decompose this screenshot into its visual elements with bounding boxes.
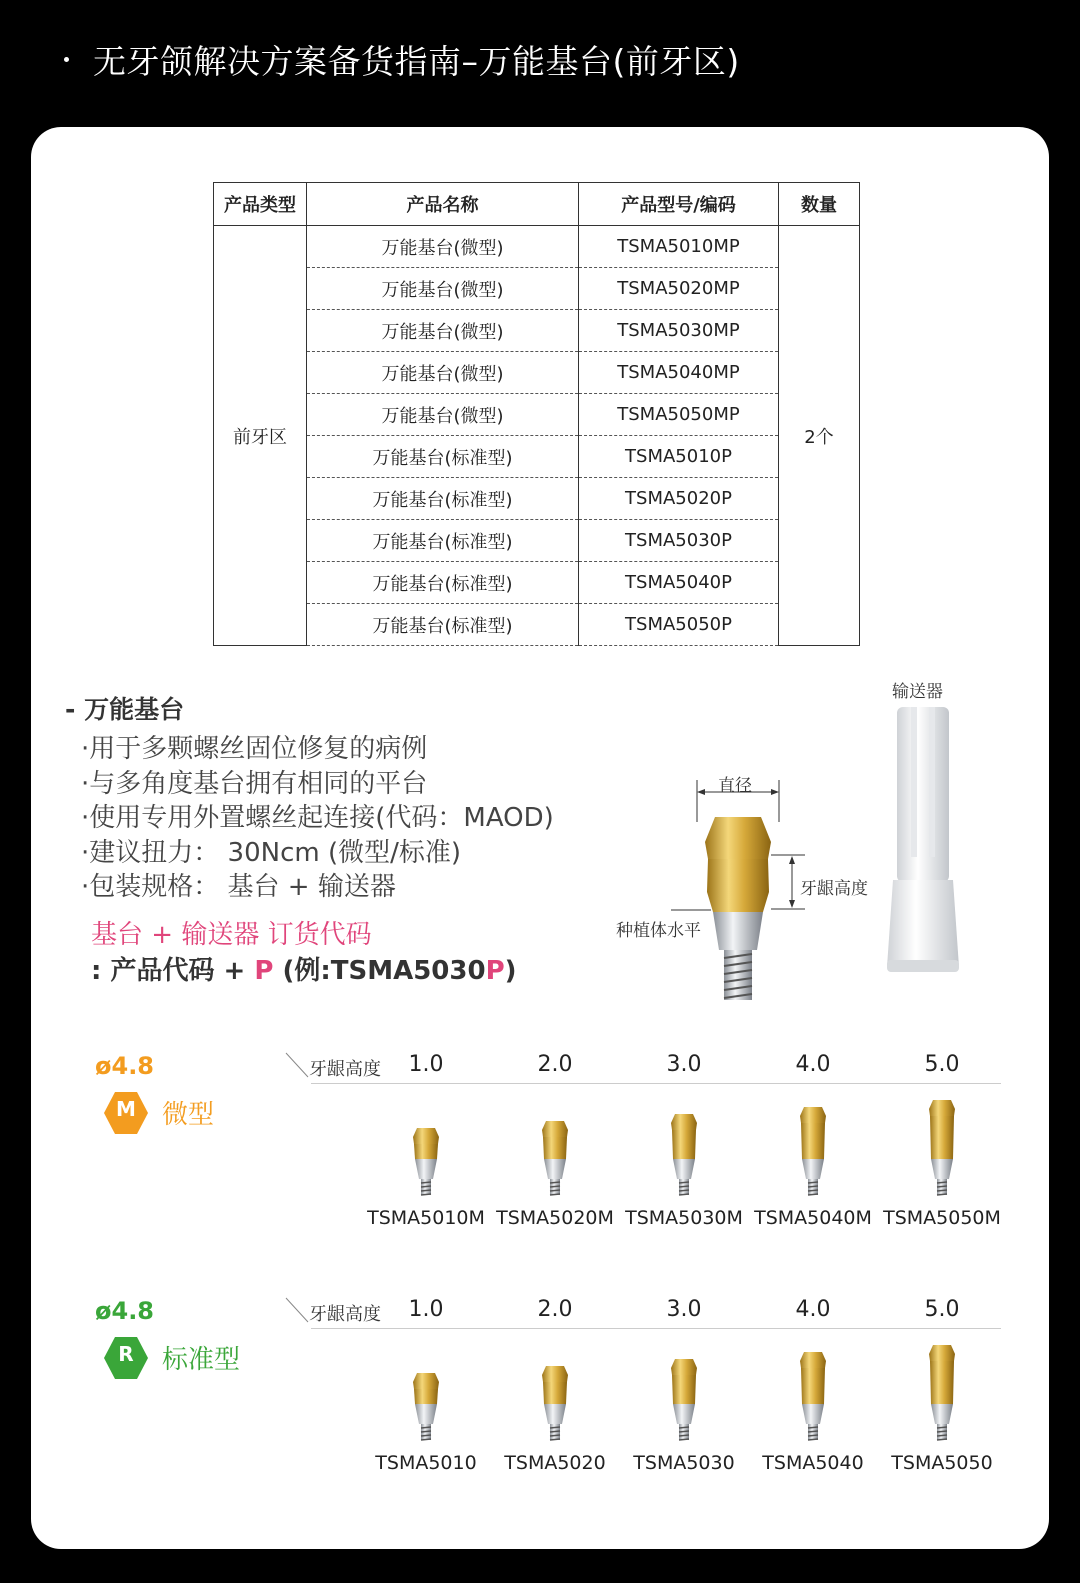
feature-item: ·建议扭力： 30Ncm (微型/标准) bbox=[81, 837, 461, 868]
variant-standard bbox=[31, 1297, 1049, 1527]
divider-line bbox=[311, 1083, 1001, 1084]
height-value: 1.0 bbox=[408, 1052, 444, 1077]
height-value: 3.0 bbox=[666, 1297, 702, 1322]
product-name-cell: 万能基台(标准型) bbox=[307, 604, 579, 646]
abutment-image bbox=[659, 1332, 709, 1442]
product-name-cell: 万能基台(微型) bbox=[307, 394, 579, 436]
table-row bbox=[214, 478, 860, 520]
table-row bbox=[214, 394, 860, 436]
product-code: TSMA5040M bbox=[754, 1207, 872, 1229]
diameter-label: ø4.8 bbox=[95, 1297, 155, 1325]
product-table bbox=[213, 182, 860, 646]
feature-item: ·用于多颗螺丝固位修复的病例 bbox=[81, 734, 428, 764]
height-value: 4.0 bbox=[795, 1052, 831, 1077]
product-name-cell: 万能基台(标准型) bbox=[307, 436, 579, 478]
diameter-label: 直径 bbox=[718, 776, 752, 796]
carrier-image bbox=[879, 705, 967, 975]
order-rule-end: ) bbox=[504, 956, 517, 986]
product-code: TSMA5020 bbox=[504, 1452, 606, 1474]
product-code: TSMA5030 bbox=[633, 1452, 735, 1474]
abutment-image bbox=[530, 1087, 580, 1197]
table-row bbox=[214, 352, 860, 394]
abutment-image bbox=[530, 1332, 580, 1442]
order-rule-example-suffix: P bbox=[485, 956, 505, 986]
table-row bbox=[214, 268, 860, 310]
height-value: 2.0 bbox=[537, 1297, 573, 1322]
product-code: TSMA5030M bbox=[625, 1207, 743, 1229]
product-code-cell: TSMA5050MP bbox=[579, 394, 779, 436]
bullet-icon bbox=[64, 57, 69, 62]
implant-level-label: 种植体水平 bbox=[616, 921, 701, 941]
product-code-cell: TSMA5010MP bbox=[579, 226, 779, 268]
product-code-cell: TSMA5030MP bbox=[579, 310, 779, 352]
gingival-height-label: 牙龈高度 bbox=[800, 879, 868, 899]
height-value: 4.0 bbox=[795, 1297, 831, 1322]
table-row bbox=[214, 226, 860, 268]
feature-item: ·使用专用外置螺丝起连接(代码：MAOD) bbox=[81, 803, 554, 833]
product-name-cell: 万能基台(标准型) bbox=[307, 562, 579, 604]
page-header bbox=[64, 34, 740, 84]
product-code-cell: TSMA5040MP bbox=[579, 352, 779, 394]
product-code-cell: TSMA5020MP bbox=[579, 268, 779, 310]
header-quantity: 数量 bbox=[779, 183, 860, 226]
abutment-diagram bbox=[611, 772, 811, 1012]
abutment-image bbox=[917, 1332, 967, 1442]
diagonal-divider-icon bbox=[285, 1052, 309, 1078]
abutment-image bbox=[659, 1087, 709, 1197]
order-code-rule bbox=[91, 953, 517, 989]
table-row bbox=[214, 436, 860, 478]
product-code: TSMA5040 bbox=[762, 1452, 864, 1474]
variant-name: 微型 bbox=[162, 1100, 215, 1130]
product-type-cell: 前牙区 bbox=[214, 226, 307, 646]
diagonal-divider-icon bbox=[285, 1297, 309, 1323]
feature-item: ·包装规格： 基台 + 输送器 bbox=[81, 872, 396, 902]
table-row bbox=[214, 520, 860, 562]
order-code-note bbox=[91, 917, 517, 989]
abutment-image bbox=[788, 1087, 838, 1197]
header-product-type: 产品类型 bbox=[214, 183, 307, 226]
table-row bbox=[214, 562, 860, 604]
height-value: 5.0 bbox=[924, 1297, 960, 1322]
product-code-cell: TSMA5030P bbox=[579, 520, 779, 562]
product-name-cell: 万能基台(微型) bbox=[307, 226, 579, 268]
gingival-height-header: 牙龈高度 bbox=[309, 1304, 381, 1325]
order-rule-prefix: : 产品代码 + bbox=[91, 956, 255, 986]
abutment-image bbox=[788, 1332, 838, 1442]
product-name-cell: 万能基台(微型) bbox=[307, 310, 579, 352]
product-name-cell: 万能基台(微型) bbox=[307, 352, 579, 394]
product-code: TSMA5010 bbox=[375, 1452, 477, 1474]
table-body bbox=[214, 226, 860, 646]
order-rule-example: (例:TSMA5030 bbox=[273, 956, 486, 986]
abutment-image bbox=[917, 1087, 967, 1197]
table-row bbox=[214, 310, 860, 352]
product-code: TSMA5010M bbox=[367, 1207, 485, 1229]
carrier-label: 输送器 bbox=[892, 682, 943, 702]
abutment-image bbox=[401, 1087, 451, 1197]
badge-letter: R bbox=[118, 1342, 134, 1366]
header-product-name: 产品名称 bbox=[307, 183, 579, 226]
header-product-code: 产品型号/编码 bbox=[579, 183, 779, 226]
product-name-cell: 万能基台(标准型) bbox=[307, 520, 579, 562]
badge-letter: M bbox=[116, 1097, 136, 1121]
product-code-cell: TSMA5020P bbox=[579, 478, 779, 520]
product-code: TSMA5050M bbox=[883, 1207, 1001, 1229]
table-row bbox=[214, 604, 860, 646]
quantity-cell: 2个 bbox=[779, 226, 860, 646]
content-card bbox=[31, 127, 1049, 1549]
table-header-row bbox=[214, 183, 860, 226]
product-code-cell: TSMA5050P bbox=[579, 604, 779, 646]
abutment-image bbox=[401, 1332, 451, 1442]
divider-line bbox=[311, 1328, 1001, 1329]
product-name-cell: 万能基台(标准型) bbox=[307, 478, 579, 520]
page-title: 无牙颌解决方案备货指南–万能基台(前牙区) bbox=[93, 41, 740, 81]
order-rule-suffix: P bbox=[254, 956, 274, 986]
diameter-label: ø4.8 bbox=[95, 1052, 155, 1080]
product-code-cell: TSMA5010P bbox=[579, 436, 779, 478]
section-title: - 万能基台 bbox=[65, 695, 185, 724]
variant-micro bbox=[31, 1052, 1049, 1282]
product-code-cell: TSMA5040P bbox=[579, 562, 779, 604]
feature-item: ·与多角度基台拥有相同的平台 bbox=[81, 768, 428, 799]
height-value: 3.0 bbox=[666, 1052, 702, 1077]
feature-list bbox=[81, 732, 554, 905]
height-value: 5.0 bbox=[924, 1052, 960, 1077]
product-code: TSMA5020M bbox=[496, 1207, 614, 1229]
height-value: 1.0 bbox=[408, 1297, 444, 1322]
variant-name: 标准型 bbox=[162, 1345, 241, 1375]
product-name-cell: 万能基台(微型) bbox=[307, 268, 579, 310]
order-code-title: 基台 + 输送器 订货代码 bbox=[91, 920, 372, 950]
height-value: 2.0 bbox=[537, 1052, 573, 1077]
gingival-height-header: 牙龈高度 bbox=[309, 1059, 381, 1080]
product-code: TSMA5050 bbox=[891, 1452, 993, 1474]
